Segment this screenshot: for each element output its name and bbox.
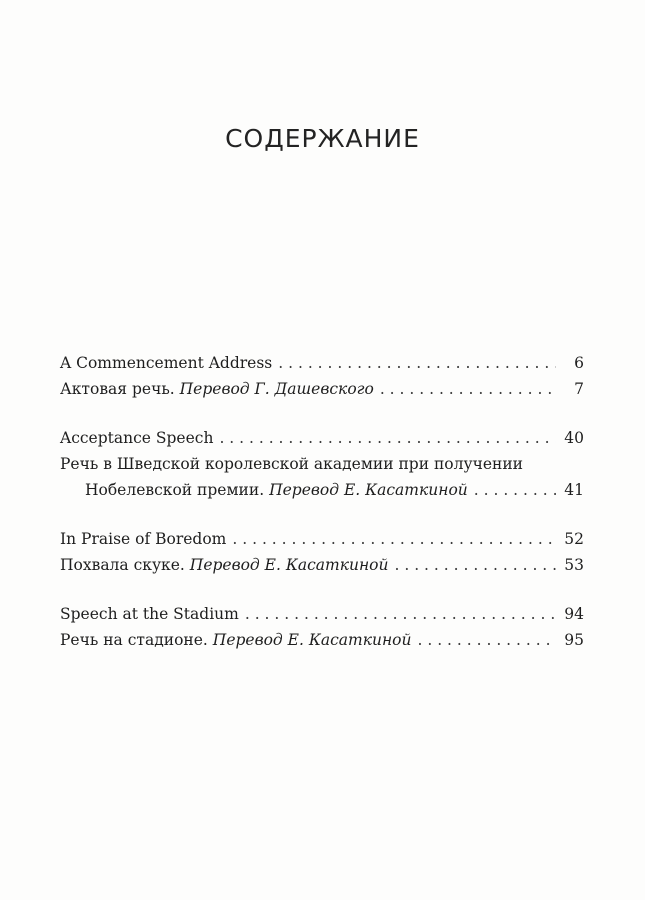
entry-title: Речь в Шведской королевской академии при получении (60, 455, 524, 473)
toc-entry (60, 451, 584, 477)
entry-title: Похвала скуке. Перевод Е. Касаткиной (60, 556, 389, 574)
translator: Перевод Г. Дашевского (179, 380, 374, 398)
dot-leader (474, 477, 556, 503)
toc-entry (60, 526, 584, 552)
page-number: 41 (564, 481, 584, 499)
toc-entry (60, 350, 584, 376)
toc-entry (60, 627, 584, 653)
dot-leader (380, 376, 556, 402)
entry-title: Speech at the Stadium (60, 605, 239, 623)
toc-entry (60, 552, 584, 578)
entry-title: Актовая речь. Перевод Г. Дашевского (60, 380, 374, 398)
toc-entry (60, 425, 584, 451)
page-number: 40 (564, 429, 584, 447)
page-number: 6 (574, 354, 584, 372)
translator: Перевод Е. Касаткиной (269, 481, 468, 499)
toc-entry (60, 601, 584, 627)
entry-title: Нобелевской премии. Перевод Е. Касаткиной (85, 481, 468, 499)
page-title: СОДЕРЖАНИЕ (225, 124, 420, 153)
page-number: 52 (564, 530, 584, 548)
page-number: 95 (564, 631, 584, 649)
dot-leader (219, 425, 556, 451)
entry-title: Речь на стадионе. Перевод Е. Касаткиной (60, 631, 412, 649)
toc-entry-continuation (60, 477, 584, 503)
table-of-contents (60, 350, 584, 653)
dot-leader (417, 627, 556, 653)
page-number: 53 (564, 556, 584, 574)
toc-entry (60, 376, 584, 402)
page-number: 7 (574, 380, 584, 398)
dot-leader (245, 601, 556, 627)
dot-leader (278, 350, 556, 376)
entry-title: A Commencement Address (60, 354, 273, 372)
translator: Перевод Е. Касаткиной (189, 556, 389, 574)
page-number: 94 (564, 605, 584, 623)
translator: Перевод Е. Касаткиной (212, 631, 412, 649)
dot-leader (394, 552, 556, 578)
entry-title: Acceptance Speech (60, 429, 214, 447)
dot-leader (232, 526, 556, 552)
entry-title: In Praise of Boredom (60, 530, 227, 548)
